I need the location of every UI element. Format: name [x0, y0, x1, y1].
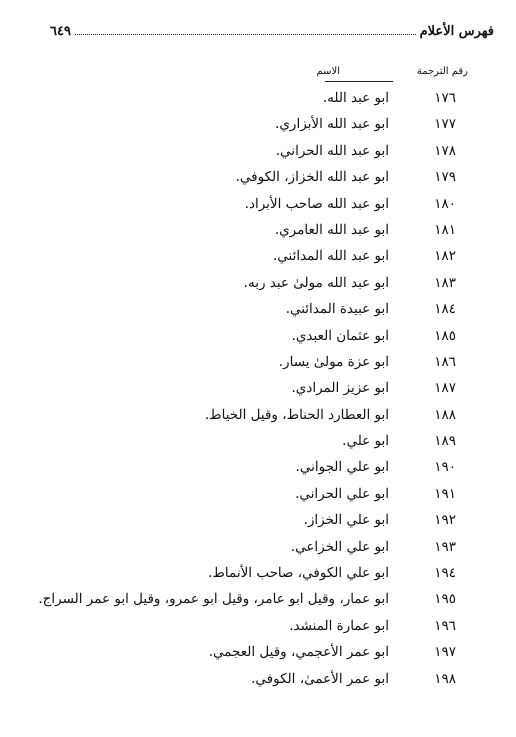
entry-number: ١٨٨ — [434, 406, 456, 423]
index-entry — [0, 376, 516, 402]
entry-number: ١٧٩ — [434, 169, 456, 186]
index-entry — [0, 482, 516, 508]
index-entry — [0, 324, 516, 350]
entry-name: ابو عثمان العبدي. — [291, 327, 389, 344]
running-head — [50, 21, 494, 41]
entry-number: ١٨٥ — [434, 327, 456, 344]
entry-number: ١٨٩ — [434, 433, 456, 450]
entry-name: ابو عبد الله الأبزاري. — [275, 116, 389, 133]
dotted-leader — [75, 34, 416, 35]
index-entry — [0, 86, 516, 112]
index-entry — [0, 640, 516, 666]
entry-name: ابو علي الكوفي، صاحب الأنماط. — [208, 565, 389, 582]
index-entry — [0, 403, 516, 429]
entry-name: ابو عمارة المنشد. — [289, 617, 389, 634]
entry-name: ابو علي الجواني. — [295, 459, 389, 476]
entry-name: ابو علي الخزاعي. — [290, 538, 389, 555]
entry-number: ١٧٧ — [434, 116, 456, 133]
entry-name: ابو عزيز المرادي. — [291, 380, 389, 397]
entry-number: ١٩٥ — [434, 591, 456, 608]
entry-name: ابو عبد الله المدائني. — [272, 248, 389, 265]
entry-name: ابو العطارد الحناط، وقيل الخياط. — [204, 406, 389, 423]
index-entry — [0, 561, 516, 587]
entry-number: ١٨٤ — [434, 301, 456, 318]
column-header-number: رقم الترجمة — [416, 66, 468, 77]
index-entry — [0, 350, 516, 376]
index-entry — [0, 455, 516, 481]
index-entry — [0, 667, 516, 693]
entry-number: ١٨٣ — [434, 274, 456, 291]
entry-number: ١٩٢ — [434, 512, 456, 529]
index-entry-list — [0, 86, 516, 693]
index-entry — [0, 535, 516, 561]
entry-name: ابو عبد الله مولىٰ عبد ربه. — [243, 274, 389, 291]
entry-number: ١٩٠ — [434, 459, 456, 476]
entry-name: ابو عمار، وقيل ابو عامر، وقيل ابو عمرو، وقيل ابو عمر السراج. — [38, 591, 389, 608]
entry-name: ابو عبد الله الحراني. — [275, 142, 389, 159]
entry-number: ١٩٦ — [434, 617, 456, 634]
entry-number: ١٨٢ — [434, 248, 456, 265]
index-entry — [0, 192, 516, 218]
page-number: ٦٤٩ — [50, 23, 71, 39]
index-entry — [0, 587, 516, 613]
index-entry — [0, 244, 516, 270]
index-entry — [0, 139, 516, 165]
entry-name: ابو عبد الله. — [322, 90, 389, 106]
column-header-rule — [325, 81, 393, 82]
entry-name: ابو عبد الله صاحب الأبراد. — [244, 195, 389, 212]
index-entry — [0, 112, 516, 138]
entry-name: ابو عبد الله الخزاز، الكوفي. — [235, 169, 389, 186]
entry-name: ابو علي الخزاز. — [303, 512, 389, 529]
entry-number: ١٨٠ — [434, 195, 456, 212]
entry-name: ابو علي الحراني. — [295, 485, 389, 502]
running-title: فهرس الأعلام — [419, 23, 494, 39]
column-headers — [20, 66, 468, 82]
index-entry — [0, 508, 516, 534]
column-header-name: الاسم — [316, 66, 340, 77]
entry-name: ابو عزة مولىٰ يسار. — [278, 353, 389, 370]
index-entry — [0, 297, 516, 323]
entry-number: ١٧٦ — [434, 90, 456, 106]
entry-number: ١٩٣ — [434, 538, 456, 555]
entry-number: ١٨١ — [434, 221, 456, 238]
entry-number: ١٩٤ — [434, 565, 456, 582]
entry-number: ١٩١ — [434, 485, 456, 502]
index-entry — [0, 218, 516, 244]
index-entry — [0, 614, 516, 640]
entry-name: ابو عمر الأعمىٰ، الكوفي. — [251, 670, 389, 687]
entry-name: ابو علي. — [342, 433, 389, 450]
entry-number: ١٨٧ — [434, 380, 456, 397]
entry-number: ١٨٦ — [434, 353, 456, 370]
entry-number: ١٩٧ — [434, 644, 456, 661]
entry-number: ١٧٨ — [434, 142, 456, 159]
entry-name: ابو عمر الأعجمي، وقيل العجمي. — [208, 644, 389, 661]
index-entry — [0, 271, 516, 297]
entry-name: ابو عبيدة المدائني. — [285, 301, 389, 318]
entry-name: ابو عبد الله العامري. — [274, 221, 389, 238]
index-entry — [0, 429, 516, 455]
index-entry — [0, 165, 516, 191]
entry-number: ١٩٨ — [434, 670, 456, 687]
